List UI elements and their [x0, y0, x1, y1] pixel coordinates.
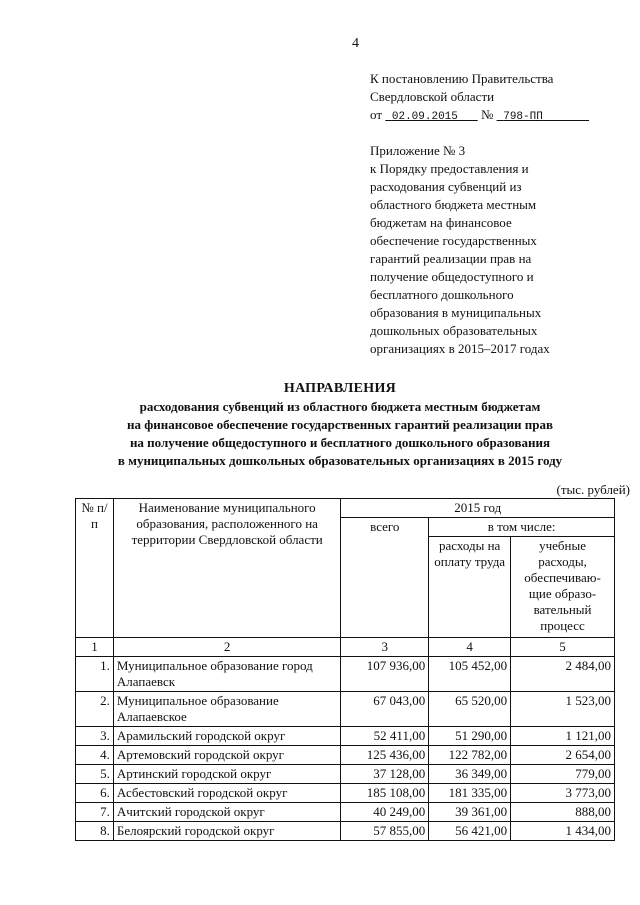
row-number: 8.: [76, 822, 114, 841]
edu-value: 3 773,00: [511, 784, 615, 803]
heading-line: расходования субвенций из областного бюджета местным бюджетам: [139, 399, 541, 414]
column-number: 2: [113, 638, 340, 657]
municipality-name: Муниципальное образование город Алапаевск: [113, 657, 340, 692]
header-total: всего: [341, 518, 429, 638]
header-including: в том числе:: [429, 518, 615, 537]
table-row: [76, 803, 615, 822]
salary-value: 105 452,00: [429, 657, 511, 692]
subvention-table: [75, 498, 615, 841]
resolution-date: 02.09.2015: [391, 111, 458, 123]
row-number: 3.: [76, 727, 114, 746]
header-no: № п/п: [76, 499, 114, 638]
total-value: 125 436,00: [341, 746, 429, 765]
column-number-row: [76, 638, 615, 657]
municipality-name: Асбестовский городской округ: [113, 784, 340, 803]
row-number: 1.: [76, 657, 114, 692]
salary-value: 51 290,00: [429, 727, 511, 746]
appendix-line: получение общедоступного и: [370, 269, 534, 284]
column-number: 4: [429, 638, 511, 657]
reference-date-line: [370, 106, 630, 126]
table-row: [76, 746, 615, 765]
edu-value: 1 121,00: [511, 727, 615, 746]
resolution-reference: [370, 70, 630, 126]
total-value: 52 411,00: [341, 727, 429, 746]
municipality-name: Муниципальное образование Алапаевское: [113, 692, 340, 727]
column-number: 5: [511, 638, 615, 657]
table-row: [76, 784, 615, 803]
salary-value: 122 782,00: [429, 746, 511, 765]
salary-value: 181 335,00: [429, 784, 511, 803]
edu-value: 888,00: [511, 803, 615, 822]
salary-value: 56 421,00: [429, 822, 511, 841]
appendix-line: организациях в 2015–2017 годах: [370, 341, 550, 356]
appendix-line: бюджетам на финансовое: [370, 215, 512, 230]
appendix-block: [370, 142, 610, 358]
row-number: 2.: [76, 692, 114, 727]
table-row: [76, 692, 615, 727]
column-number: 1: [76, 638, 114, 657]
reference-line-1: К постановлению Правительства: [370, 71, 554, 86]
edu-value: 779,00: [511, 765, 615, 784]
table-row: [76, 727, 615, 746]
row-number: 5.: [76, 765, 114, 784]
municipality-name: Белоярский городской округ: [113, 822, 340, 841]
heading-line: на получение общедоступного и бесплатного дошкольного образования: [129, 435, 551, 450]
row-number: 4.: [76, 746, 114, 765]
table-row: [76, 657, 615, 692]
edu-value: 1 523,00: [511, 692, 615, 727]
edu-value: 1 434,00: [511, 822, 615, 841]
appendix-line: к Порядку предоставления и: [370, 161, 529, 176]
heading-line: на финансовое обеспечение государственных гарантий реализации прав: [127, 417, 553, 432]
heading-line: в муниципальных дошкольных образовательных организациях в 2015 году: [117, 453, 563, 468]
table-row: [76, 765, 615, 784]
municipality-name: Артинский городской округ: [113, 765, 340, 784]
total-value: 185 108,00: [341, 784, 429, 803]
units-label: (тыс. рублей): [556, 482, 630, 497]
header-salary: расходы на оплату труда: [429, 537, 511, 638]
municipality-name: Артемовский городской округ: [113, 746, 340, 765]
header-name: Наименование муниципального образования, расположенного на территории Свердловской области: [113, 499, 340, 638]
municipality-name: Ачитский городской округ: [113, 803, 340, 822]
appendix-line: дошкольных образовательных: [370, 323, 538, 338]
row-number: 7.: [76, 803, 114, 822]
appendix-line: гарантий реализации прав на: [370, 251, 532, 266]
column-number: 3: [341, 638, 429, 657]
appendix-line: обеспечение государственных: [370, 233, 537, 248]
appendix-title: Приложение № 3: [370, 143, 466, 158]
total-value: 37 128,00: [341, 765, 429, 784]
number-label: №: [480, 107, 494, 122]
header-year: 2015 год: [341, 499, 615, 518]
document-heading: [60, 380, 620, 470]
table-row: [76, 822, 615, 841]
total-value: 40 249,00: [341, 803, 429, 822]
edu-value: 2 484,00: [511, 657, 615, 692]
appendix-line: расходования субвенций из: [370, 179, 522, 194]
appendix-line: областного бюджета местным: [370, 197, 537, 212]
resolution-number: 798-ПП: [503, 111, 543, 123]
heading-title: НАПРАВЛЕНИЯ: [283, 381, 397, 396]
total-value: 57 855,00: [341, 822, 429, 841]
edu-value: 2 654,00: [511, 746, 615, 765]
reference-line-2: Свердловской области: [370, 89, 495, 104]
page-number: 4: [352, 36, 359, 51]
row-number: 6.: [76, 784, 114, 803]
total-value: 67 043,00: [341, 692, 429, 727]
salary-value: 39 361,00: [429, 803, 511, 822]
appendix-line: образования в муниципальных: [370, 305, 542, 320]
total-value: 107 936,00: [341, 657, 429, 692]
salary-value: 36 349,00: [429, 765, 511, 784]
salary-value: 65 520,00: [429, 692, 511, 727]
municipality-name: Арамильский городской округ: [113, 727, 340, 746]
from-label: от: [370, 107, 383, 122]
appendix-line: бесплатного дошкольного: [370, 287, 514, 302]
header-edu: учебные расходы, обеспечиваю-щие образо-вательный процесс: [511, 537, 615, 638]
